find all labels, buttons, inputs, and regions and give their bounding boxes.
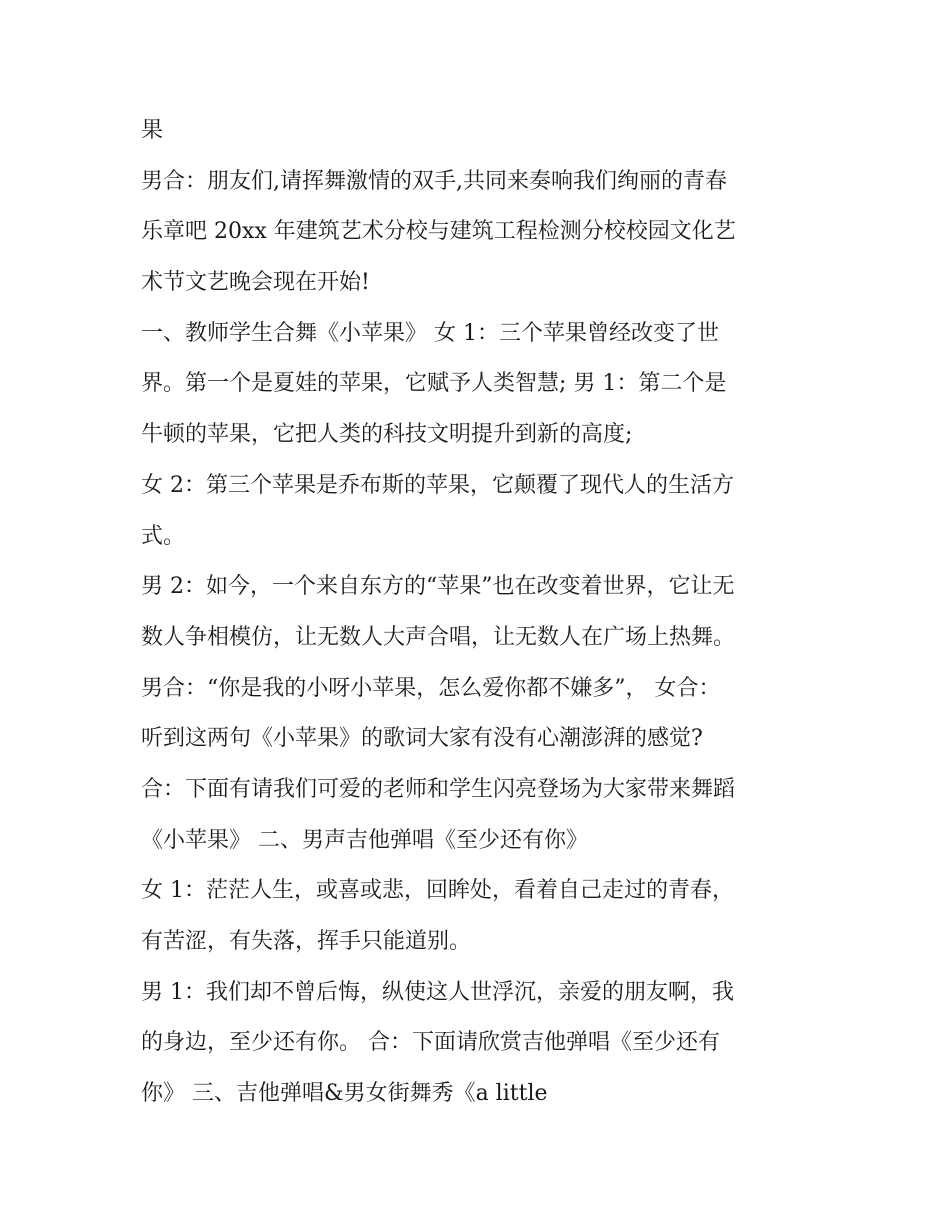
document-body (141, 106, 831, 1120)
text-line: 你》 三、吉他弹唱&男女街舞秀《a little (141, 1081, 548, 1107)
text-line: 男 1：我们却不曾后悔，纵使这人世浮沉，亲爱的朋友啊，我 (141, 979, 734, 1005)
text-line: 听到这两句《小苹果》的歌词大家有没有心潮澎湃的感觉? (141, 726, 703, 752)
text-line: 的身边，至少还有你。 合：下面请欣赏吉他弹唱《至少还有 (141, 1030, 720, 1056)
text-line: 果 (141, 118, 164, 143)
text-line: 男合：“你是我的小呀小苹果，怎么爱你都不嫌多”， 女合： (141, 675, 721, 701)
text-line: 合：下面有请我们可爱的老师和学生闪亮登场为大家带来舞蹈 (141, 776, 736, 802)
text-line: 数人争相模仿，让无数人大声合唱，让无数人在广场上热舞。 (141, 624, 736, 650)
text-line: 牛顿的苹果，它把人类的科技文明提升到新的高度; (141, 422, 633, 448)
text-line: 界。第一个是夏娃的苹果，它赋予人类智慧; 男 1：第二个是 (141, 371, 727, 397)
text-line: 男合：朋友们,请挥舞激情的双手,共同来奏响我们绚丽的青春 (141, 168, 727, 194)
text-line: 男 2：如今，一个来自东方的“苹果”也在改变着世界，它让无 (141, 574, 735, 600)
text-line: 《小苹果》 二、男声吉他弹唱《至少还有你》 (141, 827, 588, 853)
text-line: 乐章吧 20xx 年建筑艺术分校与建筑工程检测分校校园文化艺 (141, 219, 736, 245)
text-line: 女 1：茫茫人生，或喜或悲，回眸处，看着自己走过的青春， (141, 878, 734, 904)
text-line: 女 2：第三个苹果是乔布斯的苹果，它颠覆了现代人的生活方 (141, 472, 734, 498)
text-line: 式。 (141, 523, 186, 549)
text-line: 有苦涩，有失落，挥手只能道别。 (141, 929, 472, 954)
text-line: 一、教师学生合舞《小苹果》 女 1：三个苹果曾经改变了世 (141, 320, 719, 346)
text-line: 术节文艺晚会现在开始! (141, 270, 370, 296)
